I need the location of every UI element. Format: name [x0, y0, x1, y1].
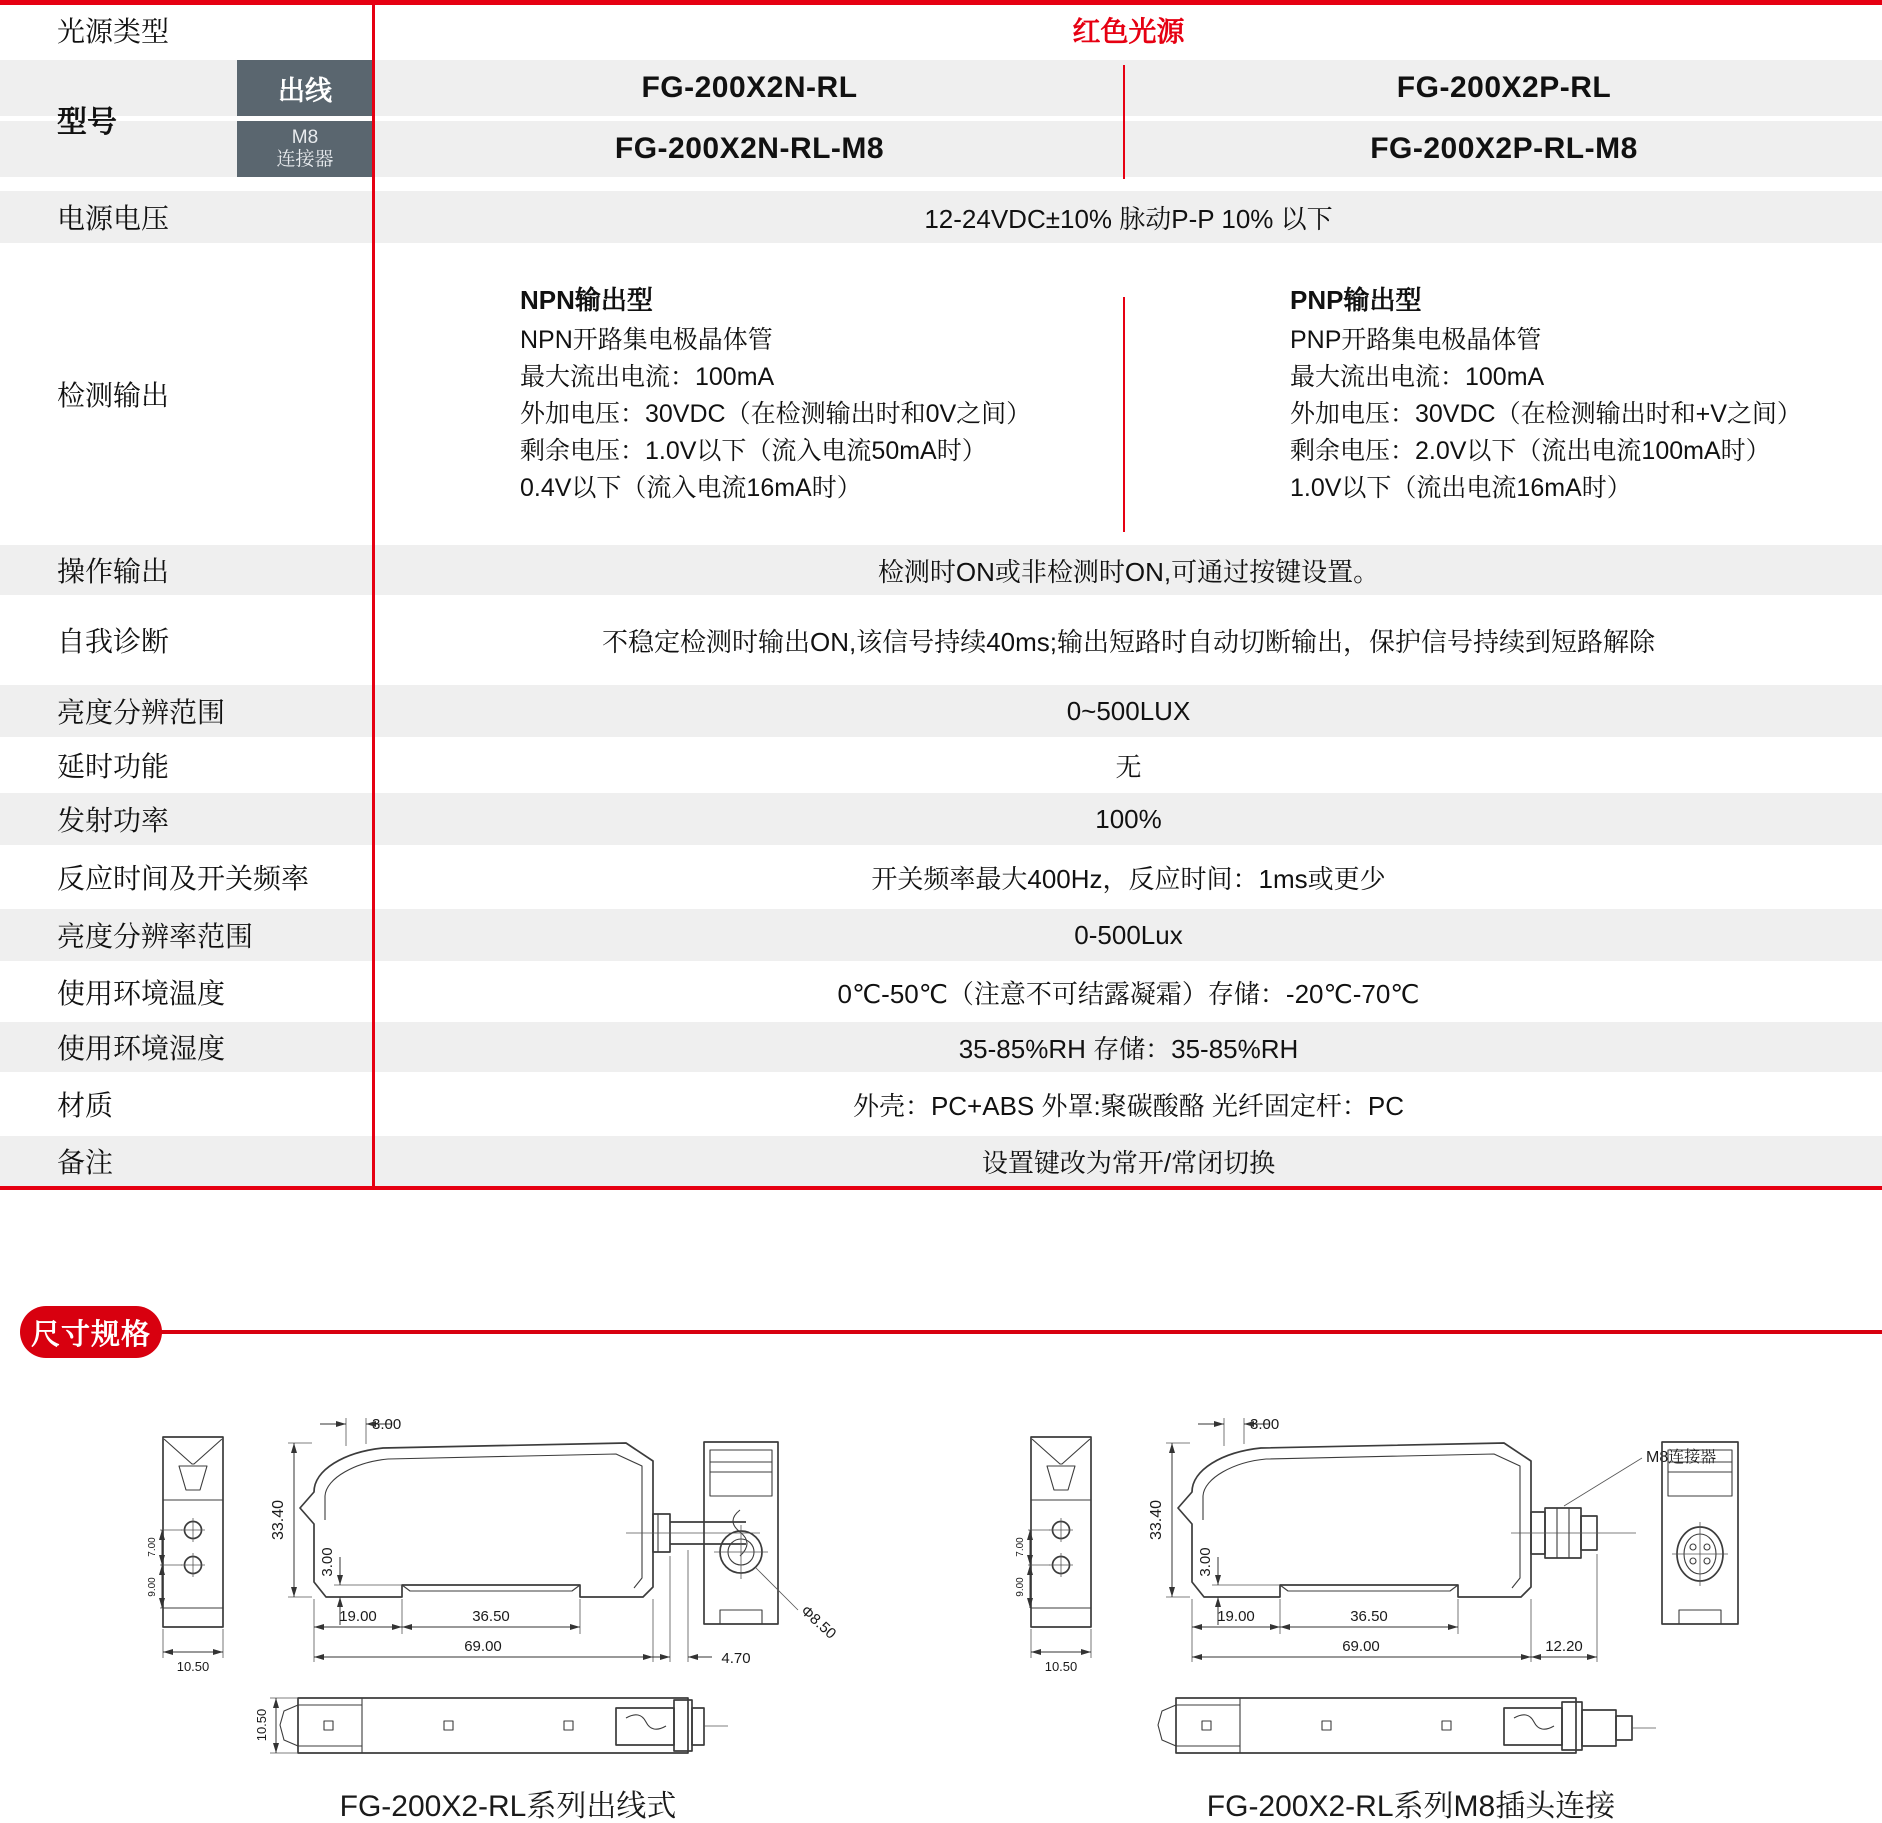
pnp-output-spec [1124, 282, 1882, 507]
pnp-line: PNP开路集电极晶体管 [1290, 325, 1542, 354]
caption-cable-version: FG-200X2-RL系列出线式 [339, 1790, 677, 1823]
npn-line: 最大流出电流：100mA [520, 362, 775, 391]
top-view [254, 1698, 728, 1753]
spec-row-bright-range [0, 685, 1882, 737]
npn-title: NPN输出型 [520, 284, 653, 315]
badge-m8-connector: M8 连接器 [237, 121, 373, 177]
model-row-cable [0, 60, 1882, 116]
pnp-line: 1.0V以下（流出电流16mA时） [1290, 473, 1632, 502]
spec-row-delay [0, 743, 1882, 787]
dim-m8-tail: 12.20 [1545, 1638, 1583, 1655]
dim-body-width: 10.50 [176, 1659, 210, 1674]
row-value: 100% [1095, 803, 1162, 834]
row-value: 开关频率最大400Hz，反应时间：1ms或更少 [871, 863, 1386, 894]
row-label: 型号 [57, 105, 117, 139]
row-label: 电源电压 [57, 203, 170, 234]
caption-m8-version: FG-200X2-RL系列M8插头连接 [1206, 1790, 1616, 1823]
model-row-m8 [0, 121, 1882, 177]
badge-cable-type: 出线 [237, 60, 373, 116]
npn-line: 外加电压：30VDC（在检测输出时和0V之间） [520, 399, 1032, 428]
row-value: 12-24VDC±10% 脉动P-P 10% 以下 [924, 203, 1333, 234]
dim-strip-width: 10.50 [254, 1708, 269, 1742]
dim-hole-pitch: 7.00 [1016, 1537, 1026, 1557]
spec-row-temp [0, 967, 1882, 1017]
dimensions-section-header [0, 1306, 1882, 1358]
dim-top-offset: 3.00 [1250, 1416, 1280, 1433]
dim-body-width: 10.50 [1044, 1659, 1078, 1674]
dim-hole-bottom: 9.00 [148, 1577, 158, 1597]
top-view [1158, 1698, 1656, 1753]
npn-output-spec [375, 282, 1124, 507]
figure-cable-version [148, 1412, 868, 1823]
dim-top-offset: 3.00 [372, 1416, 402, 1433]
spec-row-bright-res [0, 909, 1882, 961]
dim-cable-dia: Φ8.50 [797, 1602, 840, 1643]
dim-seg1: 19.00 [1217, 1608, 1255, 1625]
dim-rail-offset: 3.00 [319, 1547, 336, 1577]
dim-hole-pitch: 7.00 [148, 1537, 158, 1557]
figure-m8-version [1016, 1412, 1806, 1823]
spec-row-light-source [0, 5, 1882, 55]
light-source-value: 红色光源 [1072, 16, 1185, 47]
front-view [1016, 1437, 1091, 1674]
row-label: 延时功能 [57, 751, 170, 782]
row-label: 自我诊断 [57, 626, 170, 657]
spec-row-humidity [0, 1022, 1882, 1072]
spec-row-power [0, 191, 1882, 243]
row-value: 检测时ON或非检测时ON,可通过按键设置。 [877, 556, 1380, 587]
pnp-line: 外加电压：30VDC（在检测输出时和+V之间） [1290, 399, 1802, 428]
spec-row-model [0, 60, 1882, 177]
dim-body-height: 33.40 [1148, 1499, 1165, 1541]
row-label: 发射功率 [57, 805, 170, 836]
npn-line: 0.4V以下（流入电流16mA时） [520, 473, 862, 502]
pnp-line: 最大流出电流：100mA [1290, 362, 1545, 391]
row-value: 无 [1115, 751, 1142, 782]
end-view [1662, 1442, 1738, 1624]
npn-line: 剩余电压：1.0V以下（流入电流50mA时） [520, 436, 987, 465]
pnp-title: PNP输出型 [1290, 284, 1422, 315]
dim-seg1: 19.00 [339, 1608, 377, 1625]
model-npn-m8: FG-200X2N-RL-M8 [614, 132, 885, 165]
table-divider-output [1123, 297, 1125, 532]
dim-body-height: 33.40 [270, 1499, 287, 1541]
spec-row-op-output [0, 545, 1882, 595]
spec-row-note [0, 1136, 1882, 1186]
dimensions-rule [154, 1330, 1882, 1334]
row-label: 使用环境湿度 [57, 1033, 226, 1064]
row-label: 操作输出 [57, 556, 170, 587]
row-label: 备注 [57, 1147, 114, 1178]
npn-line: NPN开路集电极晶体管 [520, 325, 773, 354]
dim-cable-tail: 4.70 [721, 1650, 751, 1667]
dim-length: 69.00 [1342, 1638, 1380, 1655]
model-pnp-m8: FG-200X2P-RL-M8 [1370, 132, 1638, 165]
row-value: 不稳定检测时输出ON,该信号持续40ms;输出短路时自动切断输出，保护信号持续到短路解除 [601, 626, 1656, 657]
row-label: 检测输出 [57, 380, 170, 411]
m8-connector-label: M8连接器 [1646, 1449, 1717, 1466]
side-view [270, 1416, 760, 1667]
dim-seg2: 36.50 [472, 1608, 510, 1625]
table-divider-main [372, 5, 375, 1186]
spec-row-response [0, 851, 1882, 903]
dimensions-badge: 尺寸规格 [20, 1306, 162, 1358]
row-label: 亮度分辨率范围 [57, 921, 254, 952]
row-value: 外壳：PC+ABS 外罩:聚碳酸酪 光纤固定杆：PC [852, 1090, 1405, 1121]
row-label: 光源类型 [57, 16, 170, 47]
dimension-drawing-cable [148, 1412, 868, 1772]
table-divider-model [1123, 65, 1125, 179]
row-label: 材质 [57, 1090, 114, 1121]
row-label: 使用环境温度 [57, 978, 226, 1009]
row-label: 亮度分辨范围 [57, 697, 226, 728]
row-value: 0~500LUX [1066, 695, 1191, 726]
dim-rail-offset: 3.00 [1197, 1547, 1214, 1577]
row-label: 反应时间及开关频率 [57, 863, 310, 894]
dimension-figures [0, 1412, 1882, 1823]
model-npn-cable: FG-200X2N-RL [641, 71, 858, 104]
row-value: 35-85%RH 存储：35-85%RH [958, 1033, 1299, 1064]
dim-seg2: 36.50 [1350, 1608, 1388, 1625]
pnp-line: 剩余电压：2.0V以下（流出电流100mA时） [1290, 436, 1771, 465]
dim-length: 69.00 [464, 1638, 502, 1655]
spec-row-self-diag [0, 602, 1882, 678]
row-value: 设置键改为常开/常闭切换 [981, 1147, 1276, 1178]
dimension-drawing-m8 [1016, 1412, 1806, 1772]
front-view [148, 1437, 223, 1674]
side-view [1148, 1416, 1716, 1662]
row-value: 0℃-50℃（注意不可结露凝霜）存储：-20℃-70℃ [837, 978, 1420, 1009]
spec-row-material [0, 1078, 1882, 1130]
model-pnp-cable: FG-200X2P-RL [1396, 71, 1612, 104]
spec-row-detect-output [0, 250, 1882, 538]
dim-hole-bottom: 9.00 [1016, 1577, 1026, 1597]
row-value: 0-500Lux [1074, 919, 1183, 950]
end-view [704, 1442, 839, 1643]
spec-row-emit-power [0, 793, 1882, 845]
